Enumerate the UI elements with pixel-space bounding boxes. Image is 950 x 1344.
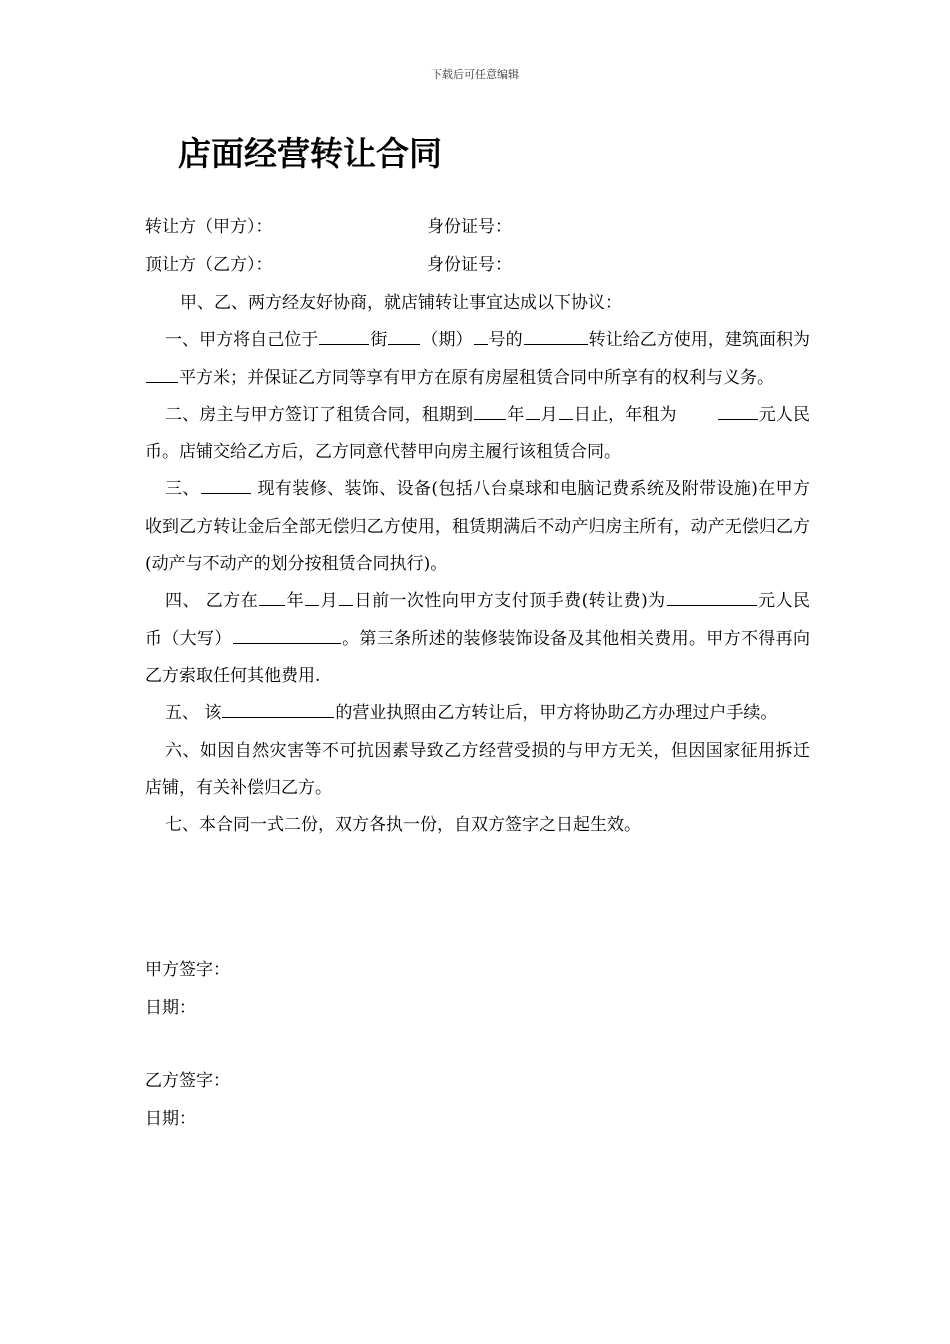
clause-4-text: 元人民币（大写）	[145, 591, 811, 649]
fee-amount-blank	[667, 590, 757, 606]
lease-day-blank	[559, 404, 573, 420]
transferee-label: 顶让方（乙方）：	[145, 255, 273, 275]
pay-day-blank	[339, 590, 353, 606]
clause-1-text: （期）	[421, 330, 473, 351]
clause-6: 六、如因自然灾害等不可抗因素导致乙方经营受损的与甲方无关，但因国家征用拆迁店铺，有关补偿归乙方。	[145, 740, 810, 798]
pay-month-blank	[305, 590, 319, 606]
clause-2-text: 元人民币。店铺交给乙方后，乙方同意代替甲向房主履行该租赁合同。	[145, 404, 810, 463]
lease-month-blank	[526, 404, 540, 420]
clause-4	[145, 583, 810, 695]
clause-1	[145, 322, 810, 397]
clause-2-text: 年	[507, 404, 525, 425]
clause-2-text: 二、房主与甲方签订了租赁合同，租期到	[165, 404, 474, 425]
transferor-id-label: 身份证号：	[427, 217, 512, 237]
contract-body	[145, 285, 810, 844]
annual-rent-blank	[718, 404, 758, 420]
phase-blank	[388, 329, 420, 345]
street-blank	[319, 329, 369, 345]
clause-3-text: 现有装修、装饰、设备(包括八台桌球和电脑记费系统及附带设施)在甲方收到乙方转让金后全部无偿归乙方使用，租赁期满后不动产归房主所有，动产无偿归乙方(动产与不动产的划分按租赁合同执行)。	[145, 479, 810, 575]
transferor-row	[145, 212, 512, 237]
clause-5-text: 的营业执照由乙方转让后，甲方将协助乙方办理过户手续。	[335, 703, 778, 724]
business-license-blank	[222, 702, 334, 718]
intro-paragraph: 甲、乙、两方经友好协商，就店铺转让事宜达成以下协议：	[180, 293, 622, 313]
clause-2-text: 月	[540, 404, 558, 425]
party-a-signature-label: 甲方签字：	[145, 960, 230, 980]
clause-1-text: 一、甲方将自己位于	[165, 330, 319, 351]
clause-4-text: 日前一次性向甲方支付顶手费(转让费)为	[354, 591, 666, 612]
pay-year-blank	[259, 590, 285, 606]
shop-name-blank	[524, 329, 588, 345]
clause-1-text: 街	[370, 330, 388, 351]
clause-4-text: 月	[320, 591, 339, 612]
transferee-id-label: 身份证号：	[427, 255, 512, 275]
fee-uppercase-blank	[233, 628, 341, 644]
party-a-date-label: 日期：	[145, 998, 196, 1018]
clause-4-text: 年	[286, 591, 305, 612]
clause-1-text: 平方米；并保证乙方同等享有甲方在原有房屋租赁合同中所享有的权利与义务。	[179, 367, 774, 388]
number-blank	[474, 329, 488, 345]
party-b-date-label: 日期：	[145, 1109, 196, 1129]
clause-5-text: 五、 该	[165, 703, 222, 724]
party-b-signature-label: 乙方签字：	[145, 1071, 230, 1091]
clause-3-text: 三、	[165, 479, 200, 500]
clause-1-text: 转让给乙方使用，建筑面积为	[588, 330, 811, 351]
lease-year-blank	[474, 404, 506, 420]
clause-7: 七、本合同一式二份，双方各执一份，自双方签字之日起生效。	[165, 815, 641, 836]
clause-3	[145, 471, 810, 583]
clause-1-text: 号的	[488, 330, 523, 351]
clause-4-text: 。第三条所述的装修装饰设备及其他相关费用。甲方不得再向乙方索取任何其他费用.	[145, 628, 810, 686]
clause-2-text: 日止，年租为	[573, 404, 677, 425]
clause-5	[145, 695, 810, 732]
area-blank	[146, 367, 178, 383]
shop-blank	[201, 478, 251, 494]
transferor-label: 转让方（甲方）：	[145, 217, 273, 237]
document-title: 店面经营转让合同	[178, 134, 442, 173]
clause-2	[145, 397, 810, 472]
header-note: 下载后可任意编辑	[431, 68, 519, 81]
transferee-row	[145, 250, 512, 275]
clause-4-text: 四、 乙方在	[165, 591, 259, 612]
